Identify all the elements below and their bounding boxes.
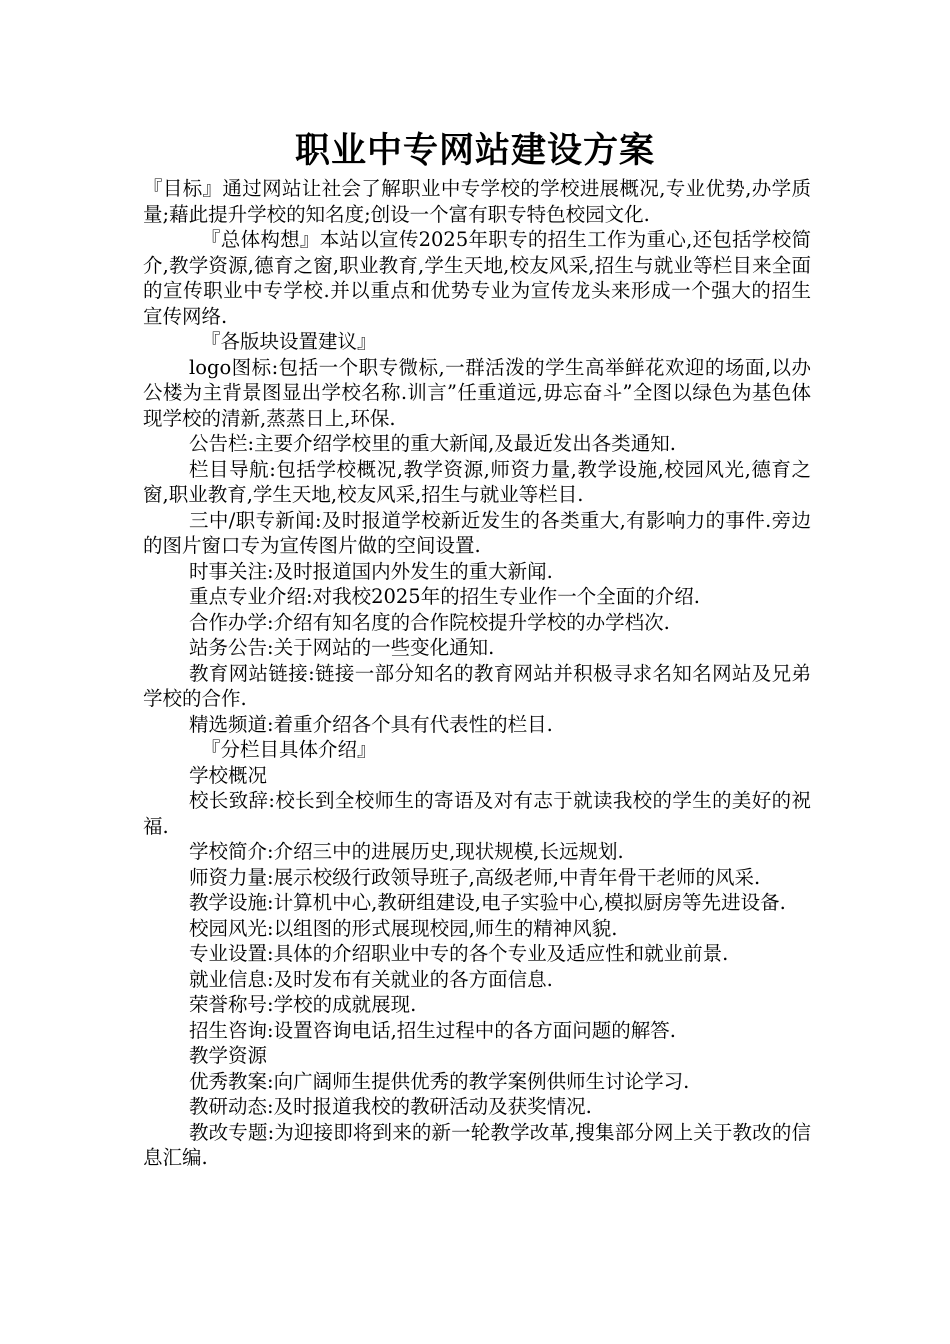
paragraph: 站务公告:关于网站的一些变化通知. <box>189 636 495 659</box>
paragraph: 『分栏目具体介绍』 <box>201 738 377 761</box>
paragraph: 教育网站链接:链接一部分知名的教育网站并积极寻求名知名网站及兄弟学校的合作. <box>143 661 811 710</box>
paragraph: 招生咨询:设置咨询电话,招生过程中的各方面问题的解答. <box>189 1018 676 1042</box>
paragraph: 教改专题:为迎接即将到来的新一轮教学改革,搜集部分网上关于教改的信息汇编. <box>143 1120 811 1169</box>
paragraph: 『总体构想』本站以宣传2025年职专的招生工作为重心,还包括学校简介,教学资源,德育之窗,职业教育,学生天地,校友风采,招生与就业等栏目来全面的宣传职业中专学校.并以重点和优势专业为宣传龙头来形成一个强大的招生宣传网络. <box>143 228 811 328</box>
paragraph: 『各版块设置建议』 <box>201 330 377 353</box>
paragraph: 教学设施:计算机中心,教研组建设,电子实验中心,模拟厨房等先进设备. <box>189 891 786 914</box>
paragraph: 专业设置:具体的介绍职业中专的各个专业及适应性和就业前景. <box>189 942 729 965</box>
document-title: 职业中专网站建设方案 <box>294 131 655 171</box>
paragraph: 『目标』通过网站让社会了解职业中专学校的学校进展概况,专业优势,办学质量;藉此提升学校的知名度;创设一个富有职专特色校园文化. <box>143 177 811 226</box>
paragraph: logo图标:包括一个职专微标,一群活泼的学生高举鲜花欢迎的场面,以办公楼为主背景图显出学校名称.训言”任重道远,毋忘奋斗”全图以绿色为基色体现学校的清新,蒸蒸日上,环保. <box>143 355 811 430</box>
paragraph: 就业信息:及时发布有关就业的各方面信息. <box>189 967 553 991</box>
paragraph: 师资力量:展示校级行政领导班子,高级老师,中青年骨干老师的风采. <box>189 865 761 889</box>
paragraph: 精选频道:着重介绍各个具有代表性的栏目. <box>189 712 553 736</box>
paragraph: 三中/职专新闻:及时报道学校新近发生的各类重大,有影响力的事件.旁边的图片窗口专为宣传图片做的空间设置. <box>143 508 811 557</box>
paragraph: 教学资源 <box>189 1044 268 1067</box>
paragraph: 校长致辞:校长到全校师生的寄语及对有志于就读我校的学生的美好的祝福. <box>143 789 811 838</box>
paragraph: 时事关注:及时报道国内外发生的重大新闻. <box>189 559 553 583</box>
paragraph: 学校概况 <box>189 763 268 787</box>
paragraph: 教研动态:及时报道我校的教研活动及获奖情况. <box>189 1095 592 1118</box>
paragraph: 公告栏:主要介绍学校里的重大新闻,及最近发出各类通知. <box>189 432 676 455</box>
paragraph: 学校简介:介绍三中的进展历史,现状规模,长远规划. <box>189 840 624 863</box>
paragraph: 校园风光:以组图的形式展现校园,师生的精神风貌. <box>189 916 618 940</box>
paragraph: 优秀教案:向广阔师生提供优秀的教学案例供师生讨论学习. <box>189 1069 690 1093</box>
paragraph: 栏目导航:包括学校概况,教学资源,师资力量,教学设施,校园风光,德育之窗,职业教育,学生天地,校友风采,招生与就业等栏目. <box>143 457 811 506</box>
paragraph: 重点专业介绍:对我校2025年的招生专业作一个全面的介绍. <box>189 585 700 608</box>
paragraph: 荣誉称号:学校的成就展现. <box>189 993 417 1016</box>
paragraph: 合作办学:介绍有知名度的合作院校提升学校的办学档次. <box>189 610 670 634</box>
document-body <box>143 176 811 1171</box>
